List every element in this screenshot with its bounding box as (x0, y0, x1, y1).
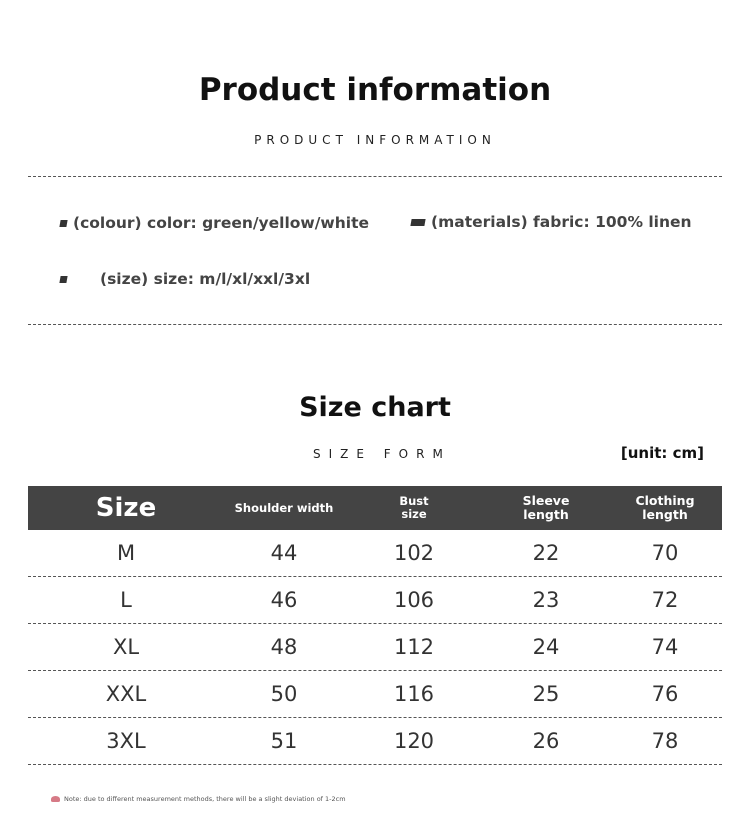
table-body (28, 530, 722, 765)
page-subtitle: PRODUCT INFORMATION (254, 133, 496, 147)
size-chart-subtitle: SIZE FORM (313, 447, 451, 461)
cell-bust-size: 106 (393, 588, 435, 612)
cell-bust-size: 120 (393, 729, 435, 753)
cell-sleeve-length: 22 (532, 541, 560, 565)
cell-clothing-length: 70 (651, 541, 679, 565)
unit-label: [unit: cm] (620, 444, 704, 462)
divider-top (28, 176, 722, 177)
cell-size: 3XL (106, 729, 146, 753)
cell-size: XXL (105, 682, 147, 706)
page-title: Product information (198, 72, 552, 108)
info-color (60, 214, 369, 232)
table-header (28, 486, 722, 530)
header-clothing-length: Clothing length (635, 493, 695, 522)
bullet-icon (59, 276, 67, 283)
cell-size: XL (112, 635, 140, 659)
cell-shoulder-width: 48 (270, 635, 298, 659)
bullet-icon (59, 220, 67, 227)
header-size: Size (95, 493, 157, 523)
info-size-text: (size) size: m/l/xl/xxl/3xl (100, 270, 311, 288)
cell-sleeve-length: 23 (532, 588, 560, 612)
footnote-text: Note: due to different measurement methods, there will be a slight deviation of 1-2cm (64, 795, 346, 803)
cell-sleeve-length: 24 (532, 635, 560, 659)
cell-clothing-length: 72 (651, 588, 679, 612)
cell-bust-size: 102 (393, 541, 435, 565)
cell-shoulder-width: 44 (270, 541, 298, 565)
bullet-icon (410, 219, 425, 226)
table-row (28, 671, 722, 718)
size-chart-title: Size chart (299, 392, 451, 423)
cell-size: L (120, 588, 132, 612)
info-size (60, 270, 310, 288)
cell-shoulder-width: 50 (270, 682, 298, 706)
info-color-text: (colour) color: green/yellow/white (73, 214, 369, 232)
cell-bust-size: 112 (393, 635, 435, 659)
cell-size: M (116, 541, 136, 565)
cell-bust-size: 116 (393, 682, 435, 706)
flower-icon (51, 796, 60, 802)
table-row (28, 530, 722, 577)
table-row (28, 624, 722, 671)
header-bust-size: Bust size (399, 494, 429, 521)
info-fabric (411, 213, 692, 231)
cell-clothing-length: 74 (651, 635, 679, 659)
cell-clothing-length: 78 (651, 729, 679, 753)
cell-shoulder-width: 51 (270, 729, 298, 753)
footnote (51, 795, 346, 803)
cell-clothing-length: 76 (651, 682, 679, 706)
divider-bottom (28, 324, 722, 325)
cell-sleeve-length: 26 (532, 729, 560, 753)
header-shoulder-width: Shoulder width (234, 500, 334, 515)
header-sleeve-length: Sleeve length (522, 493, 570, 522)
table-row (28, 718, 722, 765)
table-row (28, 577, 722, 624)
info-fabric-text: (materials) fabric: 100% linen (431, 213, 692, 231)
size-table (28, 486, 722, 765)
cell-sleeve-length: 25 (532, 682, 560, 706)
cell-shoulder-width: 46 (270, 588, 298, 612)
